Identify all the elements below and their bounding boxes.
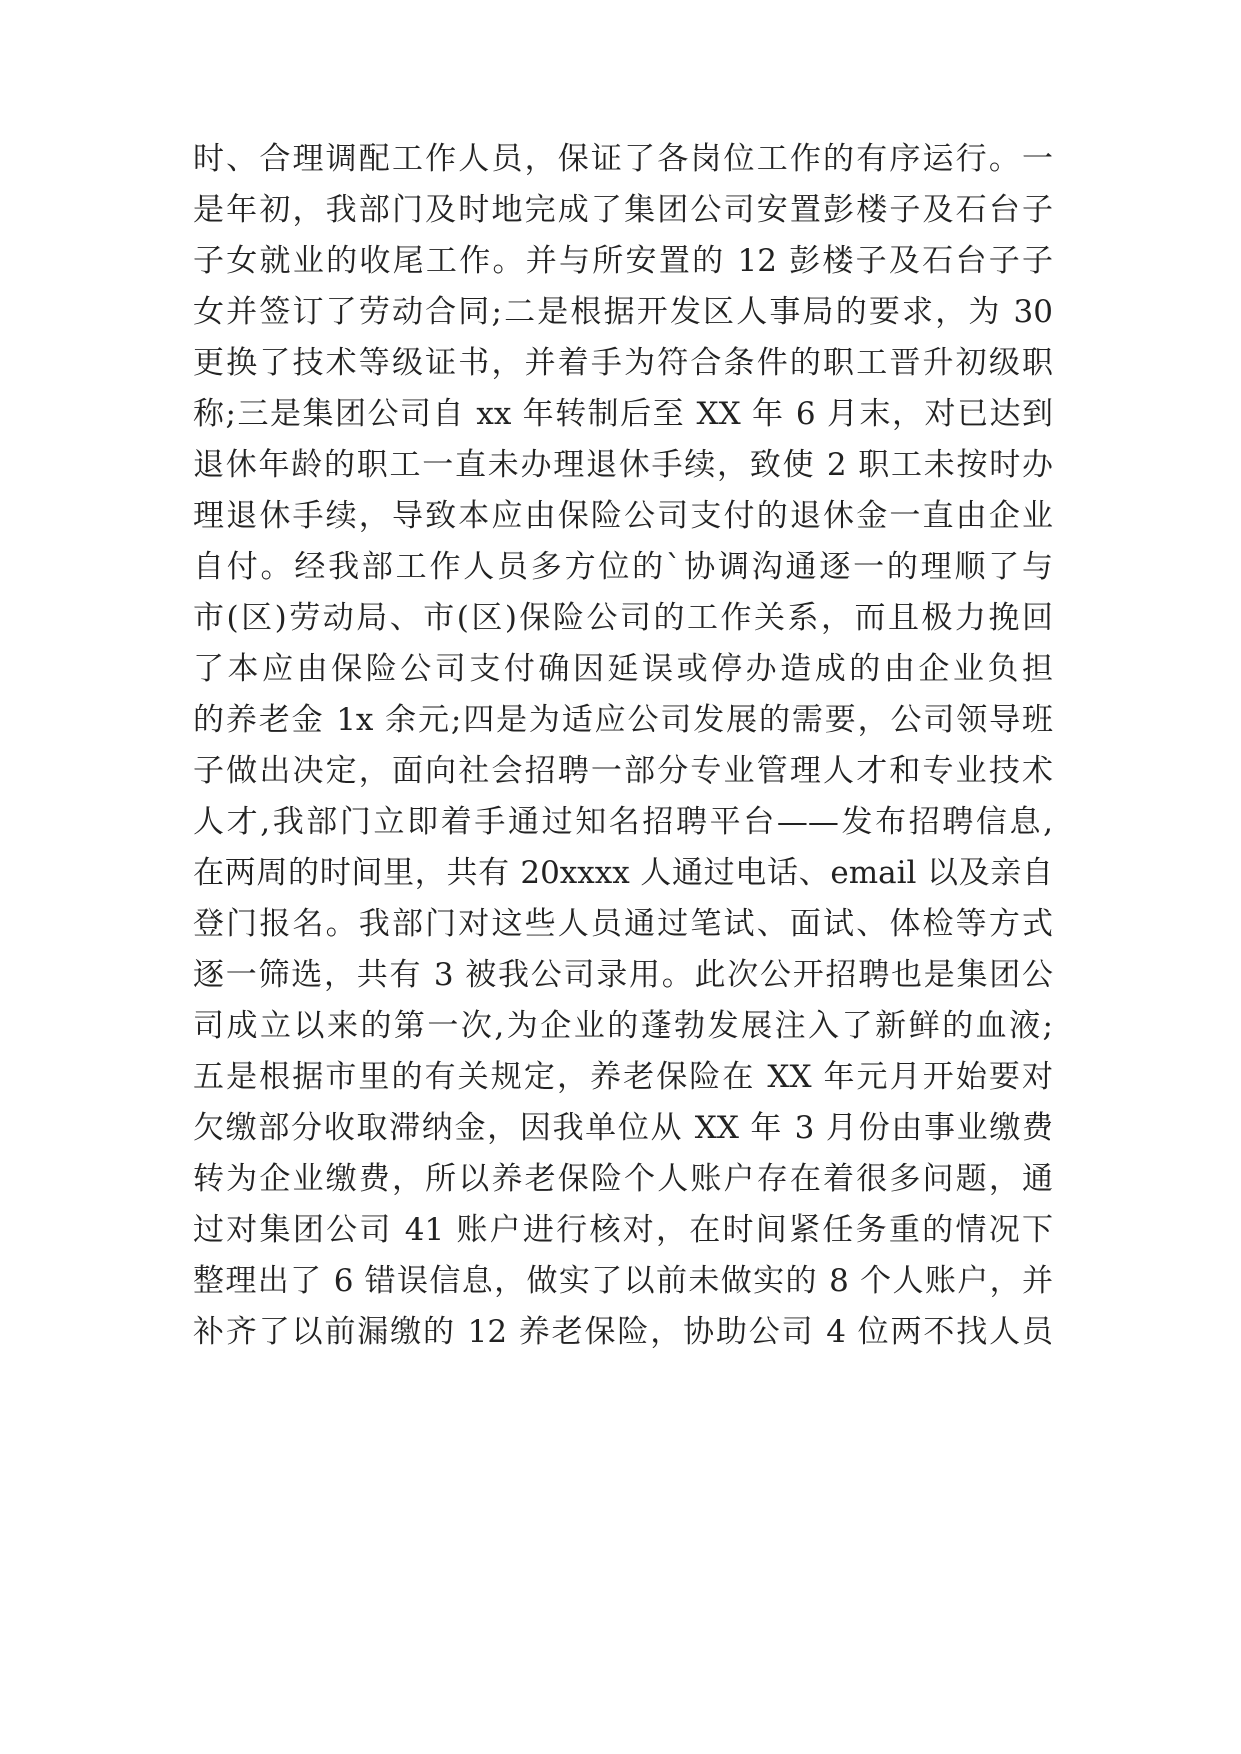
text-line: 女并签订了劳动合同;二是根据开发区人事局的要求，为 30 — [193, 294, 1053, 330]
text-line: 五是根据市里的有关规定，养老保险在 XX 年元月开始要对 — [193, 1059, 1053, 1095]
text-line: 转为企业缴费，所以养老保险个人账户存在着很多问题，通 — [193, 1161, 1053, 1197]
text-line: 了本应由保险公司支付确因延误或停办造成的由企业负担 — [193, 651, 1053, 687]
text-line: 是年初，我部门及时地完成了集团公司安置彭楼子及石台子 — [193, 192, 1053, 228]
text-line: 理退休手续，导致本应由保险公司支付的退休金一直由企业 — [193, 498, 1053, 534]
text-line: 在两周的时间里，共有 20xxxx 人通过电话、email 以及亲自 — [193, 855, 1053, 891]
text-line: 称;三是集团公司自 xx 年转制后至 XX 年 6 月末，对已达到 — [193, 396, 1053, 432]
text-line: 整理出了 6 错误信息，做实了以前未做实的 8 个人账户，并 — [193, 1263, 1053, 1299]
text-line: 更换了技术等级证书，并着手为符合条件的职工晋升初级职 — [193, 345, 1053, 381]
text-line: 时、合理调配工作人员，保证了各岗位工作的有序运行。一 — [193, 141, 1053, 177]
text-line: 市(区)劳动局、市(区)保险公司的工作关系，而且极力挽回 — [193, 600, 1053, 636]
text-line: 退休年龄的职工一直未办理退休手续，致使 2 职工未按时办 — [193, 447, 1053, 483]
text-line: 子做出决定，面向社会招聘一部分专业管理人才和专业技术 — [193, 753, 1053, 789]
body-text — [193, 134, 1053, 1358]
text-line: 登门报名。我部门对这些人员通过笔试、面试、体检等方式 — [193, 906, 1053, 942]
text-line: 的养老金 1x 余元;四是为适应公司发展的需要，公司领导班 — [193, 702, 1053, 738]
text-line: 补齐了以前漏缴的 12 养老保险，协助公司 4 位两不找人员 — [193, 1314, 1053, 1350]
text-line: 逐一筛选，共有 3 被我公司录用。此次公开招聘也是集团公 — [193, 957, 1053, 993]
text-line: 司成立以来的第一次,为企业的蓬勃发展注入了新鲜的血液; — [193, 1008, 1053, 1044]
text-line: 过对集团公司 41 账户进行核对，在时间紧任务重的情况下 — [193, 1212, 1053, 1248]
text-line: 自付。经我部工作人员多方位的`协调沟通逐一的理顺了与 — [193, 549, 1053, 585]
text-line: 欠缴部分收取滞纳金，因我单位从 XX 年 3 月份由事业缴费 — [193, 1110, 1053, 1146]
text-line: 人才,我部门立即着手通过知名招聘平台——发布招聘信息, — [193, 804, 1053, 840]
text-line: 子女就业的收尾工作。并与所安置的 12 彭楼子及石台子子 — [193, 243, 1053, 279]
